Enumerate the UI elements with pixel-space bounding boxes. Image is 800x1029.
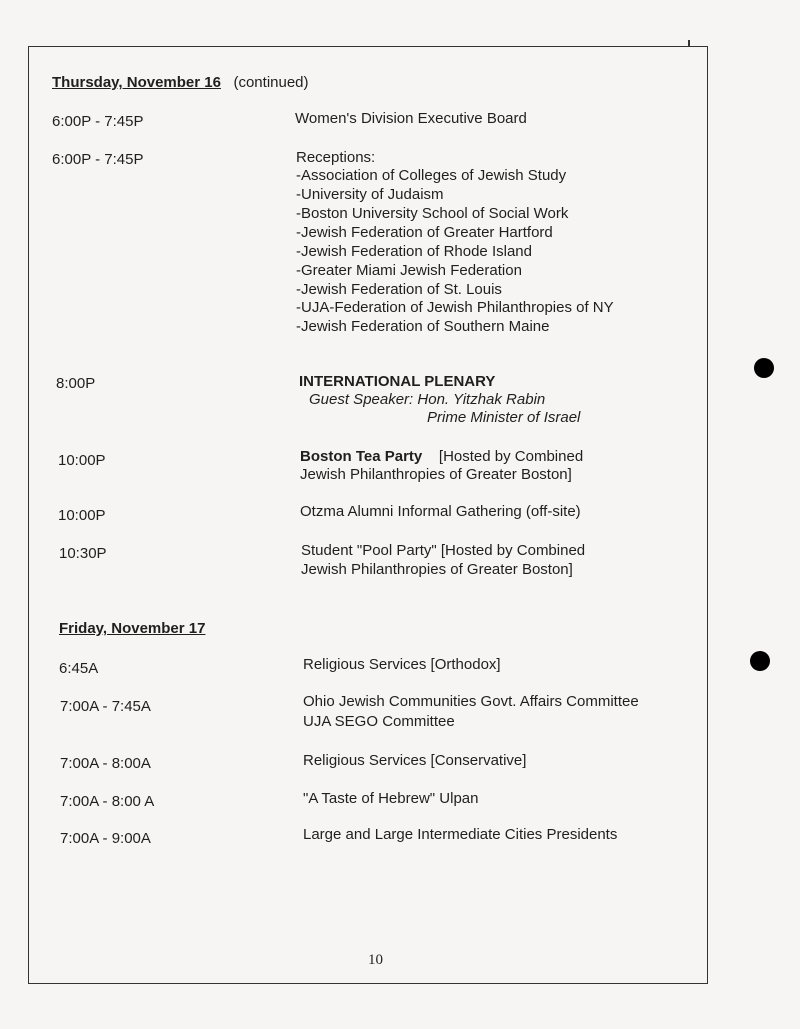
event-time: 10:00P bbox=[58, 452, 106, 469]
event-time: 10:30P bbox=[59, 545, 107, 562]
reception-item: -Jewish Federation of Southern Maine bbox=[296, 318, 550, 335]
thursday-heading: Thursday, November 16 bbox=[52, 74, 221, 91]
event-time: 6:00P - 7:45P bbox=[52, 113, 144, 130]
binder-hole-bottom bbox=[750, 651, 770, 671]
event-title: Women's Division Executive Board bbox=[295, 110, 527, 127]
reception-item: -UJA-Federation of Jewish Philanthropies of NY bbox=[296, 299, 614, 316]
plenary-title: INTERNATIONAL PLENARY bbox=[299, 373, 496, 390]
event-time: 7:00A - 8:00 A bbox=[60, 793, 155, 810]
day-heading-thursday bbox=[52, 73, 309, 92]
event-time: 6:45A bbox=[59, 660, 99, 677]
guest-speaker: Guest Speaker: Hon. Yitzhak Rabin bbox=[309, 391, 546, 408]
event-title: Large and Large Intermediate Cities Presidents bbox=[303, 826, 618, 843]
page-number: 10 bbox=[368, 952, 383, 968]
reception-item: -Association of Colleges of Jewish Study bbox=[296, 167, 567, 184]
event-time: 7:00A - 8:00A bbox=[60, 755, 151, 772]
reception-item: -Jewish Federation of Greater Hartford bbox=[296, 224, 553, 241]
event-title: Religious Services [Conservative] bbox=[303, 752, 527, 769]
reception-item: -Jewish Federation of St. Louis bbox=[296, 281, 502, 298]
receptions-heading: Receptions: bbox=[296, 149, 376, 166]
event-subline: Jewish Philanthropies of Greater Boston] bbox=[301, 561, 573, 578]
reception-item: -Boston University School of Social Work bbox=[296, 205, 569, 222]
event-title: Student "Pool Party" [Hosted by Combined bbox=[301, 542, 586, 559]
binder-hole-top bbox=[754, 358, 774, 378]
event-title: Religious Services [Orthodox] bbox=[303, 656, 501, 673]
event-subline: UJA SEGO Committee bbox=[303, 713, 455, 730]
event-time: 6:00P - 7:45P bbox=[52, 151, 144, 168]
friday-heading: Friday, November 17 bbox=[59, 620, 206, 637]
event-subline: Jewish Philanthropies of Greater Boston] bbox=[300, 466, 572, 483]
event-title: "A Taste of Hebrew" Ulpan bbox=[303, 790, 479, 807]
reception-item: -University of Judaism bbox=[296, 186, 444, 203]
event-time: 7:00A - 7:45A bbox=[60, 698, 151, 715]
tea-party-title: Boston Tea Party bbox=[300, 448, 423, 465]
reception-item: -Greater Miami Jewish Federation bbox=[296, 262, 522, 279]
border-tick bbox=[688, 40, 690, 46]
event-time: 8:00P bbox=[56, 375, 96, 392]
event-title: Ohio Jewish Communities Govt. Affairs Committee bbox=[303, 693, 639, 710]
event-time: 7:00A - 9:00A bbox=[60, 830, 151, 847]
event-time: 10:00P bbox=[58, 507, 106, 524]
event-title-line bbox=[300, 447, 583, 466]
tea-party-host: [Hosted by Combined bbox=[438, 448, 584, 465]
reception-item: -Jewish Federation of Rhode Island bbox=[296, 243, 532, 260]
continued-note: (continued) bbox=[233, 74, 309, 91]
speaker-role: Prime Minister of Israel bbox=[427, 409, 581, 426]
event-title: Otzma Alumni Informal Gathering (off-site) bbox=[300, 503, 581, 520]
